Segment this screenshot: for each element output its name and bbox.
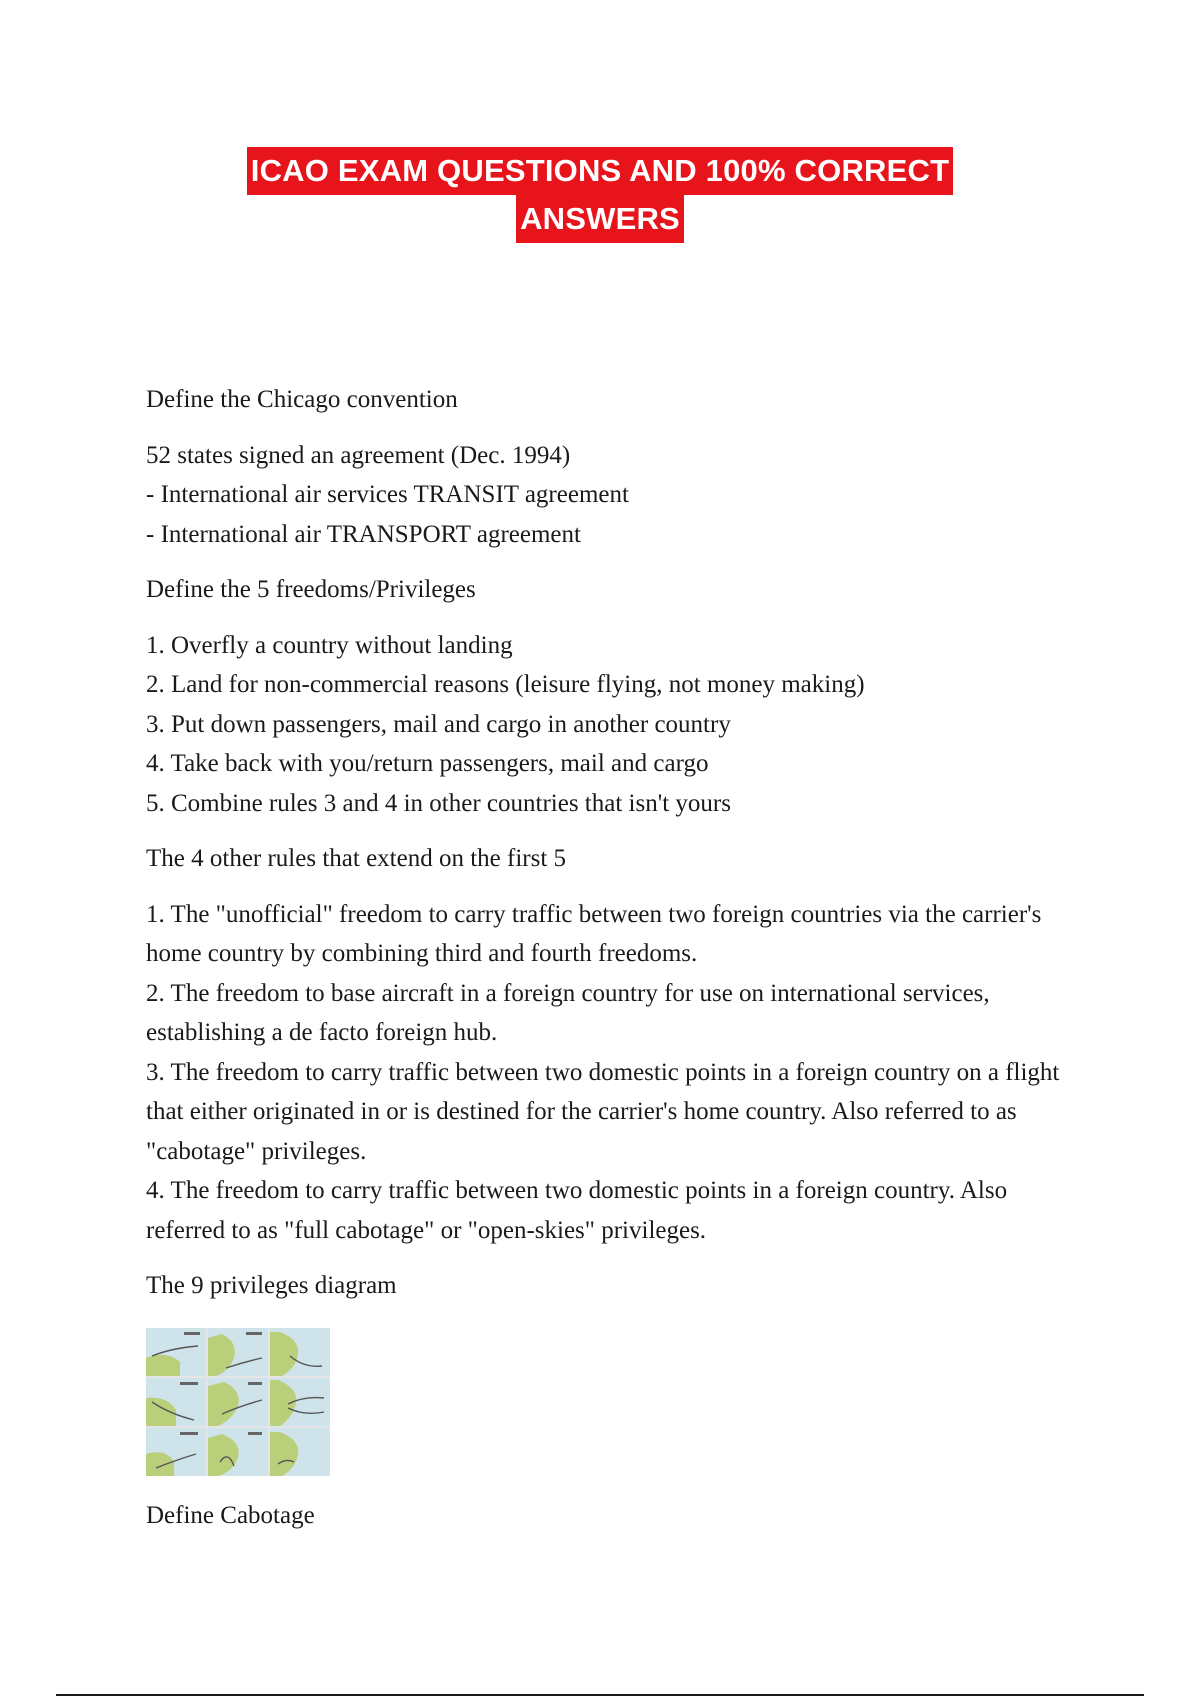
diagram-cell (270, 1328, 330, 1376)
answer-line: - International air services TRANSIT agreement (146, 481, 629, 508)
footer-divider (56, 1694, 1144, 1696)
answer-line: 4. Take back with you/return passengers, mail and cargo (146, 750, 709, 777)
answer-line: 2. The freedom to base aircraft in a foreign country for use on international services, establishing a de facto foreign hub. (146, 979, 990, 1046)
answer-line: 1. The "unofficial" freedom to carry traffic between two foreign countries via the carrier's home country by combining third and fourth freedoms. (146, 900, 1042, 967)
answer-2 (146, 626, 1076, 824)
question-5: Define Cabotage (146, 1501, 315, 1529)
diagram-cell (270, 1428, 330, 1476)
answer-line: 3. Put down passengers, mail and cargo in another country (146, 710, 731, 738)
answer-line: 4. The freedom to carry traffic between two domestic points in a foreign country. Also referred to as "full cabotage" or "open-skies" privileges. (146, 1177, 1008, 1244)
question-2: Define the 5 freedoms/Privileges (146, 576, 476, 603)
diagram-cell (146, 1328, 206, 1376)
question-3: The 4 other rules that extend on the first 5 (146, 845, 567, 872)
answer-line: 5. Combine rules 3 and 4 in other countries that isn't yours (146, 789, 731, 817)
question-1: Define the Chicago convention (146, 386, 458, 413)
diagram-cell (208, 1428, 268, 1476)
document-title (0, 147, 1200, 243)
answer-line: 2. Land for non-commercial reasons (leisure flying, not money making) (146, 671, 865, 698)
diagram-cell (146, 1378, 206, 1426)
qa-content (146, 380, 1076, 1535)
title-line-1: ICAO EXAM QUESTIONS AND 100% CORRECT (247, 147, 953, 195)
title-line-2: ANSWERS (516, 195, 684, 243)
freedoms-diagram-image (146, 1328, 330, 1476)
answer-line: 52 states signed an agreement (Dec. 1994) (146, 441, 571, 469)
diagram-cell (208, 1328, 268, 1376)
diagram-cell (146, 1428, 206, 1476)
answer-line: 1. Overfly a country without landing (146, 631, 513, 659)
answer-line: 3. The freedom to carry traffic between two domestic points in a foreign country on a flight that either originated in or is destined for the carrier's home country. Also referred to as "cabotage" privileges. (146, 1058, 1060, 1165)
diagram-cell (270, 1378, 330, 1426)
question-4: The 9 privileges diagram (146, 1272, 397, 1299)
answer-1 (146, 436, 1076, 555)
diagram-cell (208, 1378, 268, 1426)
answer-line: - International air TRANSPORT agreement (146, 520, 581, 548)
answer-3 (146, 895, 1076, 1251)
